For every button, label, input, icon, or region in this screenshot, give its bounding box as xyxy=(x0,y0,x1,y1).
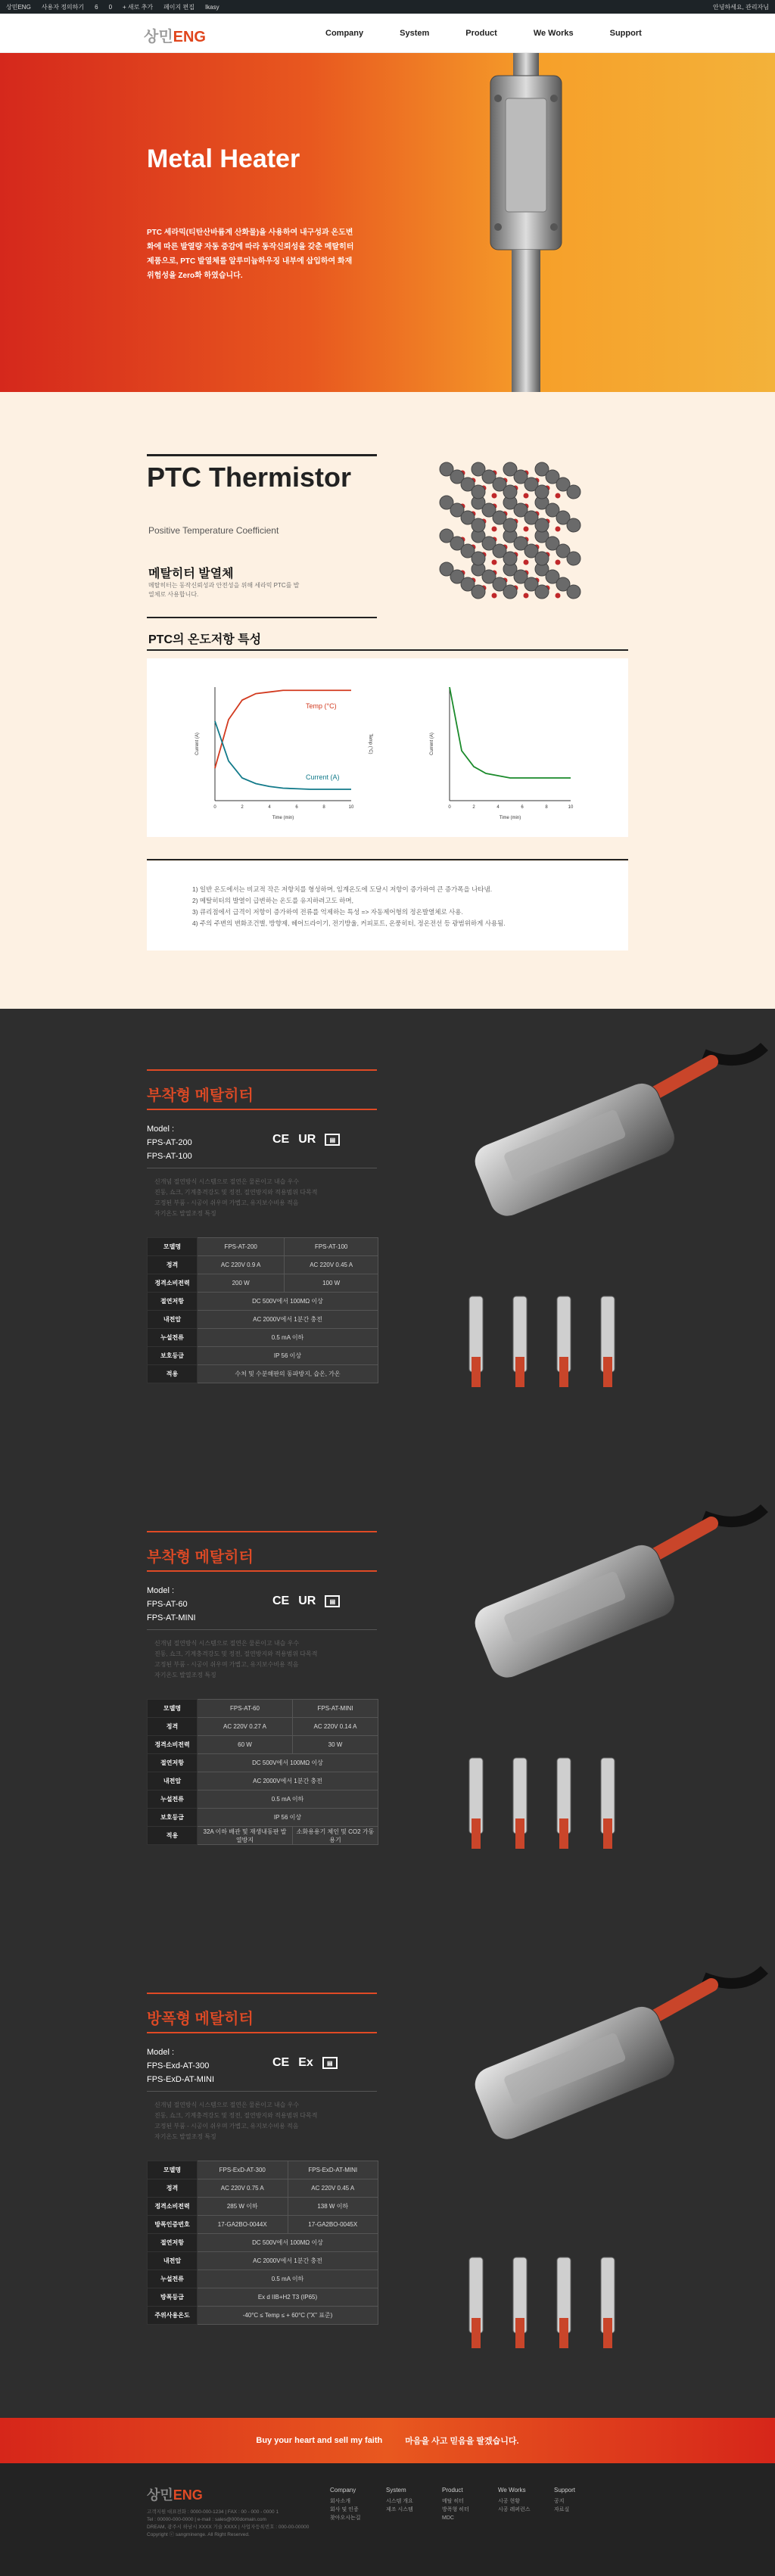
model-block: Model : FPS-Exd-AT-300 FPS-ExD-AT-MINI xyxy=(147,2046,214,2086)
table-row: 보호등급 IP 56 이상 xyxy=(148,1809,378,1827)
note-item: 2) 메탈히터의 발열이 급변하는 온도를 유지하려고도 하며, xyxy=(192,897,353,904)
chart-panel xyxy=(147,658,628,837)
lattice-atom xyxy=(535,518,549,532)
table-header: FPS-AT-200 xyxy=(198,1238,285,1256)
table-header: FPS-ExD-AT-300 xyxy=(198,2161,288,2179)
cert-badges xyxy=(272,2056,338,2070)
cert-badges xyxy=(272,1594,340,1608)
lattice-atom xyxy=(567,585,580,599)
table-row: 주위사용온도 -40°C ≤ Temp ≤ + 60°C ("X" 표준) xyxy=(148,2307,378,2325)
product-section xyxy=(0,1009,775,1470)
divider xyxy=(147,1629,377,1630)
product-section xyxy=(0,1932,775,2394)
footer-link[interactable]: 메탈 히터 xyxy=(442,2499,464,2504)
divider xyxy=(147,617,377,618)
footer-info: 고객지원 대표전화 : 0000-000-1234 | FAX : 00 - 000 - 0000 1 Tel : 00000-000-0000 | e-mail : sales@000domain.com DREAM, 광주시 하남시 XXXX 기술 XXXX | 사업자등록번호 : 000-00-00000 Copyright ⓒ sangminenge. All Right Reserved. xyxy=(147,2509,310,2537)
feature-item: 신개념 절연방식 시스템으로 절연은 물론이고 내습 우수 xyxy=(154,2102,300,2108)
site-footer xyxy=(0,2463,775,2576)
series-label: Current (A) xyxy=(306,773,340,781)
heater-image xyxy=(469,53,583,392)
note-item: 1) 일반 온도에서는 비교적 작은 저항치를 형성하며, 임계온도에 도달시 저항이 증가하여 큰 증가폭을 나타냄. xyxy=(192,885,493,893)
x-tick: 0 xyxy=(448,805,451,810)
series-line xyxy=(450,687,571,778)
table-row: 누설전류 0.5 mA 이하 xyxy=(148,1790,378,1809)
cert-badges xyxy=(272,1133,340,1146)
notes-box xyxy=(147,861,628,950)
section-heading: 부착형 메탈히터 xyxy=(147,1087,254,1104)
lattice-atom xyxy=(472,518,485,532)
footer-link[interactable]: 자료실 xyxy=(554,2507,570,2512)
feature-item: 진동, 쇼크, 기계충격강도 및 정전, 절연방지와 적용범위 다목적 xyxy=(154,1189,318,1196)
footer-col: Company 회사소개 회사 및 인증 찾아오시는길 xyxy=(330,2487,361,2521)
admin-user[interactable]: 안녕하세요, 관리자님 xyxy=(713,3,769,11)
model-block: Model : FPS-AT-60 FPS-AT-MINI xyxy=(147,1584,196,1625)
feature-item: 진동, 쇼크, 기계충격강도 및 정전, 절연방지와 적용범위 다목적 xyxy=(154,2112,318,2119)
table-row: 정격 AC 220V 0.75 A AC 220V 0.45 A xyxy=(148,2179,378,2198)
x-tick: 4 xyxy=(496,805,500,810)
feature-item: 고정된 부품 - 시공이 쉬우며 가볍고, 유지보수비용 적음 xyxy=(154,1199,299,1206)
doc-icon: ▤ xyxy=(322,2057,338,2069)
table-row: 내전압 AC 2000V에서 1분간 충전 xyxy=(148,1772,378,1790)
y-label: Current (A) xyxy=(195,733,200,755)
footer-col: Product 메탈 히터 방폭형 히터 MDC xyxy=(442,2487,469,2521)
section-rule xyxy=(147,1109,377,1110)
admin-item[interactable]: 사용자 정의하기 xyxy=(41,3,85,11)
nav-we-works[interactable]: We Works xyxy=(533,29,574,38)
table-row: 정격소비전력 285 W 이하 138 W 이하 xyxy=(148,2198,378,2216)
logo[interactable]: 상민ENG xyxy=(144,29,206,45)
table-row: 적용 32A 이하 배관 및 재생내동판 발열방지 소화용용기 체인 및 CO2 가동용기 xyxy=(148,1827,378,1845)
section-rule xyxy=(147,2032,377,2033)
table-row: 절연저항 DC 500V에서 100MΩ 이상 xyxy=(148,2234,378,2252)
feature-list xyxy=(154,1177,317,1219)
ptc-paragraph: 메탈히터는 동작신뢰성과 안전성을 위해 세라믹 PTC를 발열체로 사용합니다. xyxy=(148,582,300,598)
footer-link[interactable]: 공지 xyxy=(554,2499,565,2504)
x-tick: 6 xyxy=(521,805,524,810)
lattice-atom xyxy=(472,552,485,565)
table-row: 내전압 AC 2000V에서 1분간 충전 xyxy=(148,2252,378,2270)
divider xyxy=(147,859,628,860)
feature-item: 자기온도 발열조정 특징 xyxy=(154,1210,216,1217)
feature-item: 고정된 부품 - 시공이 쉬우며 가볍고, 유지보수비용 적음 xyxy=(154,2123,299,2130)
model-name: FPS-AT-100 xyxy=(147,1152,192,1161)
ce-icon: CE xyxy=(272,1594,290,1607)
x-tick: 2 xyxy=(241,805,244,810)
lattice-atom xyxy=(503,485,517,499)
lattice-ion xyxy=(556,527,561,532)
ptc-heading: 메탈히터 발열체 xyxy=(148,568,234,580)
table-row: 누설전류 0.5 mA 이하 xyxy=(148,2270,378,2288)
table-row: 적용 수처 및 수분해판의 동파방지, 습온, 가온 xyxy=(148,1365,378,1383)
lattice-atom xyxy=(567,518,580,532)
footer-link[interactable]: 찾아오시는길 xyxy=(330,2515,361,2521)
model-name: FPS-ExD-AT-MINI xyxy=(147,2075,215,2084)
crystal-lattice-image xyxy=(424,446,605,621)
table-row: 절연저항 DC 500V에서 100MΩ 이상 xyxy=(148,1754,378,1772)
x-tick: 0 xyxy=(213,805,216,810)
lattice-ion xyxy=(524,493,529,499)
lattice-ion xyxy=(556,593,561,599)
product-section xyxy=(0,1470,775,1932)
feature-item: 자기온도 발열조정 특징 xyxy=(154,1672,216,1678)
feature-item: 신개념 절연방식 시스템으로 절연은 물론이고 내습 우수 xyxy=(154,1640,300,1647)
spec-table xyxy=(147,1699,378,1845)
nav-company[interactable]: Company xyxy=(325,29,364,38)
x-tick: 10 xyxy=(568,805,574,810)
lattice-atom xyxy=(472,485,485,499)
product-image xyxy=(454,1039,775,1448)
section-rule xyxy=(147,1993,377,1994)
slogan-banner xyxy=(0,2418,775,2463)
spec-table xyxy=(147,2161,378,2325)
lattice-atom xyxy=(472,585,485,599)
section-rule xyxy=(147,1531,377,1532)
lattice-ion xyxy=(492,527,497,532)
lattice-ion xyxy=(492,560,497,565)
table-row: 보호등급 IP 56 이상 xyxy=(148,1347,378,1365)
lattice-atom xyxy=(567,485,580,499)
lattice-ion xyxy=(556,493,561,499)
footer-link[interactable]: MDC xyxy=(442,2515,454,2521)
x-label: Time (min) xyxy=(499,816,521,820)
footer-col: System 시스템 개요 제조 시스템 xyxy=(386,2487,413,2512)
table-header: 모델명 xyxy=(148,1238,198,1256)
lattice-atom xyxy=(535,552,549,565)
lattice-ion xyxy=(556,560,561,565)
main-nav xyxy=(325,29,642,38)
slogan-ko: 마음을 사고 믿음을 팔겠습니다. xyxy=(405,2437,519,2446)
table-header: FPS-AT-60 xyxy=(198,1700,293,1718)
cert-icon: UR xyxy=(298,1133,316,1146)
model-name: FPS-AT-MINI xyxy=(147,1613,196,1622)
footer-link[interactable]: 제조 시스템 xyxy=(386,2507,413,2512)
footer-logo[interactable]: 상민ENG xyxy=(147,2487,203,2503)
table-header: 모델명 xyxy=(148,1700,198,1718)
lattice-ion xyxy=(492,593,497,599)
lattice-ion xyxy=(524,527,529,532)
curve-heading: PTC의 온도저항 특성 xyxy=(148,633,262,646)
x-tick: 6 xyxy=(295,805,298,810)
table-row: 누설전류 0.5 mA 이하 xyxy=(148,1329,378,1347)
section-rule xyxy=(147,1069,377,1071)
footer-link[interactable]: 시공 현황 xyxy=(498,2499,520,2504)
ptc-subtitle: Positive Temperature Coefficient xyxy=(148,525,279,536)
lattice-atom xyxy=(503,585,517,599)
nav-support[interactable]: Support xyxy=(609,29,642,38)
feature-item: 신개념 절연방식 시스템으로 절연은 물론이고 내습 우수 xyxy=(154,1178,300,1185)
admin-item[interactable]: 0 xyxy=(108,3,113,11)
footer-link[interactable]: 방폭형 히터 xyxy=(442,2507,469,2512)
admin-item[interactable]: + 새로 추가 xyxy=(123,3,154,11)
x-tick: 8 xyxy=(545,805,548,810)
nav-product[interactable]: Product xyxy=(465,29,497,38)
feature-item: 진동, 쇼크, 기계충격강도 및 정전, 절연방지와 적용범위 다목적 xyxy=(154,1650,318,1657)
chart-current-decay xyxy=(427,680,578,823)
lattice-ion xyxy=(492,493,497,499)
cert-icon: UR xyxy=(298,1594,316,1607)
table-row: 정격 AC 220V 0.9 A AC 220V 0.45 A xyxy=(148,1256,378,1274)
feature-item: 고정된 부품 - 시공이 쉬우며 가볍고, 유지보수비용 적음 xyxy=(154,1661,299,1668)
doc-icon: ▤ xyxy=(325,1595,340,1607)
footer-col: Support 공지 자료실 xyxy=(554,2487,576,2512)
lattice-atom xyxy=(567,552,580,565)
footer-link[interactable]: 회사소개 xyxy=(330,2499,351,2504)
divider xyxy=(147,2091,377,2092)
table-header: FPS-AT-MINI xyxy=(292,1700,378,1718)
y2-label: Temp (°C) xyxy=(368,733,372,754)
site-header xyxy=(0,14,775,53)
divider xyxy=(147,649,628,651)
table-row: 정격 AC 220V 0.27 A AC 220V 0.14 A xyxy=(148,1718,378,1736)
section-rule xyxy=(147,1570,377,1572)
footer-link[interactable]: 회사 및 인증 xyxy=(330,2507,359,2512)
divider xyxy=(147,454,377,456)
model-block: Model : FPS-AT-200 FPS-AT-100 xyxy=(147,1122,192,1163)
table-row: 내전압 AC 2000V에서 1분간 충전 xyxy=(148,1311,378,1329)
lattice-atom xyxy=(503,552,517,565)
slogan-en: Buy your heart and sell my faith xyxy=(256,2436,383,2445)
product-image xyxy=(454,1962,775,2371)
model-name: FPS-Exd-AT-300 xyxy=(147,2061,210,2070)
x-tick: 2 xyxy=(472,805,475,810)
note-item: 3) 큐리점에서 급격이 저항이 증가하여 전류를 억제하는 특성 => 자동제어형의 정온발열체로 사용. xyxy=(192,908,463,916)
admin-item[interactable]: 상민ENG xyxy=(6,3,31,11)
lattice-atom xyxy=(535,485,549,499)
x-tick: 10 xyxy=(348,805,354,810)
footer-link[interactable]: 시스템 개요 xyxy=(386,2499,413,2504)
footer-link[interactable]: 시공 레퍼런스 xyxy=(498,2507,531,2512)
x-label: Time (min) xyxy=(272,816,294,820)
admin-item[interactable]: 페이지 편집 xyxy=(163,3,195,11)
table-header: 모델명 xyxy=(148,2161,198,2179)
table-row: 정격소비전력 200 W 100 W xyxy=(148,1274,378,1293)
lattice-atom xyxy=(503,518,517,532)
nav-system[interactable]: System xyxy=(400,29,430,38)
feature-item: 자기온도 발열조정 특징 xyxy=(154,2133,216,2140)
lattice-atom xyxy=(535,585,549,599)
model-name: FPS-AT-200 xyxy=(147,1138,192,1147)
feature-list xyxy=(154,1638,317,1681)
chart-temp-current xyxy=(192,680,374,823)
admin-item[interactable]: Ikasy xyxy=(204,3,219,11)
admin-bar xyxy=(0,0,775,14)
ce-icon: CE xyxy=(272,2056,290,2069)
table-row: 방폭인증번호 17-GA2BO-0044X 17-GA2BO-0045X xyxy=(148,2216,378,2234)
table-header: FPS-AT-100 xyxy=(285,1238,378,1256)
spec-table xyxy=(147,1237,378,1383)
section-heading: 부착형 메탈히터 xyxy=(147,1549,254,1566)
section-heading: 방폭형 메탈히터 xyxy=(147,2011,254,2027)
series-label: Temp (°C) xyxy=(306,702,337,710)
table-row: 방폭등급 Ex d IIB+H2 T3 (IP65) xyxy=(148,2288,378,2307)
y-label: Current (A) xyxy=(430,733,434,755)
hero-description: PTC 세라믹(티탄산바륨계 산화물)을 사용하여 내구성과 온도변화에 따른 발열량 자동 증감에 따라 동작신뢰성을 갖춘 메탈히터 제품으로, PTC 발열체를 알루미늄하우징 내부에 삽입하여 화재위험성을 Zero화 하였습니다. xyxy=(147,229,354,280)
ce-icon: CE xyxy=(272,1133,290,1146)
footer-col: We Works 시공 현황 시공 레퍼런스 xyxy=(498,2487,531,2512)
x-tick: 8 xyxy=(322,805,325,810)
model-name: FPS-AT-60 xyxy=(147,1600,188,1609)
x-tick: 4 xyxy=(268,805,271,810)
table-row: 절연저항 DC 500V에서 100MΩ 이상 xyxy=(148,1293,378,1311)
doc-icon: ▤ xyxy=(325,1134,340,1146)
note-item: 4) 주의 주변의 변화조건별, 방향제, 헤어드라이기, 전기방울, 커피포트, 온풍히터, 정온전선 등 광범위하게 사용됨. xyxy=(192,919,506,927)
table-row: 정격소비전력 60 W 30 W xyxy=(148,1736,378,1754)
cert-icon: Ex xyxy=(298,2056,313,2069)
lattice-ion xyxy=(524,593,529,599)
admin-item[interactable]: 6 xyxy=(95,3,98,11)
hero-banner xyxy=(0,53,775,392)
lattice-ion xyxy=(524,560,529,565)
hero-title: Metal Heater xyxy=(147,145,300,173)
table-header: FPS-ExD-AT-MINI xyxy=(288,2161,378,2179)
feature-list xyxy=(154,2100,317,2142)
product-image xyxy=(454,1501,775,1909)
ptc-title: PTC Thermistor xyxy=(147,462,352,493)
